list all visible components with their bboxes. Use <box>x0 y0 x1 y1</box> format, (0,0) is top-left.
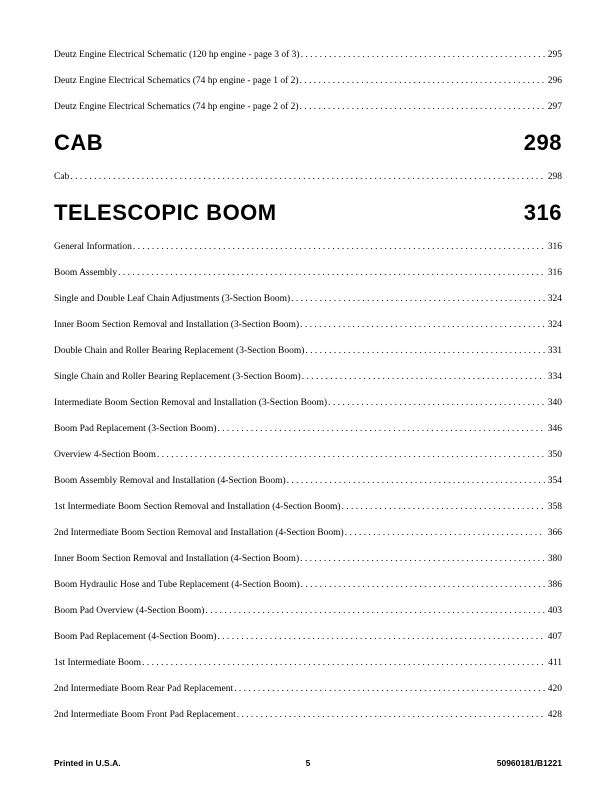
toc-entry <box>54 312 562 338</box>
dot-leader <box>300 546 545 572</box>
dot-leader <box>218 624 545 650</box>
section-page-number: 316 <box>523 200 562 225</box>
toc-entry <box>54 546 562 572</box>
toc-entry-page: 407 <box>547 632 562 642</box>
section-heading <box>54 200 562 226</box>
toc-entry <box>54 94 562 120</box>
toc-entry <box>54 676 562 702</box>
toc-entry <box>54 598 562 624</box>
section-title: TELESCOPIC BOOM <box>54 200 277 225</box>
toc-entry-label: 2nd Intermediate Boom Section Removal and Installation (4-Section Boom) <box>54 528 344 538</box>
dot-leader <box>301 42 545 68</box>
toc-entry-page: 350 <box>547 450 562 460</box>
toc-entry-label: Boom Pad Overview (4-Section Boom) <box>54 606 205 616</box>
toc-entry <box>54 702 562 728</box>
footer-printed-in: Printed in U.S.A. <box>54 758 121 768</box>
toc-entry-label: 1st Intermediate Boom <box>54 658 142 668</box>
footer-doc-number: 50960181/B1221 <box>496 758 562 768</box>
toc-entry-label: Boom Pad Replacement (4-Section Boom) <box>54 632 217 642</box>
toc-entry <box>54 390 562 416</box>
toc-entry-page: 296 <box>547 76 562 86</box>
dot-leader <box>287 468 545 494</box>
dot-leader <box>133 234 545 260</box>
toc-entry <box>54 68 562 94</box>
toc-entry-label: Deutz Engine Electrical Schematics (74 hp engine - page 1 of 2) <box>54 76 299 86</box>
dot-leader <box>205 598 544 624</box>
toc-entry-label: Boom Hydraulic Hose and Tube Replacement (4-Section Boom) <box>54 580 300 590</box>
toc-entry-label: Cab <box>54 172 70 182</box>
footer-page-number: 5 <box>305 758 311 768</box>
toc-entry-page: 386 <box>547 580 562 590</box>
toc-entry-page: 380 <box>547 554 562 564</box>
toc-entry-page: 340 <box>547 398 562 408</box>
toc-entry-label: Boom Assembly <box>54 268 118 278</box>
toc-entry-page: 428 <box>547 710 562 720</box>
toc-entry <box>54 234 562 260</box>
dot-leader <box>218 416 545 442</box>
toc-entry-page: 298 <box>547 172 562 182</box>
section-page-number: 298 <box>523 130 562 155</box>
toc-entry-page: 297 <box>547 102 562 112</box>
page-footer <box>54 758 562 768</box>
toc-entry <box>54 364 562 390</box>
toc-entry <box>54 164 562 190</box>
toc-entry-label: Inner Boom Section Removal and Installation (3-Section Boom) <box>54 320 300 330</box>
toc-entry-page: 346 <box>547 424 562 434</box>
toc-entry-label: 2nd Intermediate Boom Rear Pad Replacement <box>54 684 234 694</box>
dot-leader <box>291 286 545 312</box>
section-title: CAB <box>54 130 104 155</box>
toc-entry-label: Double Chain and Roller Bearing Replacement (3-Section Boom) <box>54 346 305 356</box>
toc-entry <box>54 494 562 520</box>
toc-entry-label: Boom Pad Replacement (3-Section Boom) <box>54 424 217 434</box>
toc-entry-label: Boom Assembly Removal and Installation (4-Section Boom) <box>54 476 286 486</box>
dot-leader <box>142 650 545 676</box>
toc-entry <box>54 442 562 468</box>
toc-entry-page: 334 <box>547 372 562 382</box>
toc-entry-label: Deutz Engine Electrical Schematics (74 hp engine - page 2 of 2) <box>54 102 299 112</box>
toc-entry-label: Single Chain and Roller Bearing Replacement (3-Section Boom) <box>54 372 301 382</box>
dot-leader <box>302 364 545 390</box>
toc-entry-page: 358 <box>547 502 562 512</box>
dot-leader <box>237 702 545 728</box>
dot-leader <box>118 260 545 286</box>
toc-entry-label: Deutz Engine Electrical Schematic (120 hp engine - page 3 of 3) <box>54 50 300 60</box>
toc-entry <box>54 650 562 676</box>
toc-entry-page: 331 <box>547 346 562 356</box>
dot-leader <box>328 390 545 416</box>
dot-leader <box>234 676 545 702</box>
toc-entry-label: 1st Intermediate Boom Section Removal and Installation (4-Section Boom) <box>54 502 341 512</box>
toc-entry-label: Overview 4-Section Boom <box>54 450 156 460</box>
dot-leader <box>300 94 545 120</box>
toc-entry <box>54 468 562 494</box>
toc-entry <box>54 286 562 312</box>
toc-entry-page: 295 <box>547 50 562 60</box>
toc-entry-page: 324 <box>547 320 562 330</box>
toc-entry <box>54 416 562 442</box>
toc-content <box>54 42 562 728</box>
dot-leader <box>300 68 545 94</box>
toc-entry-page: 420 <box>547 684 562 694</box>
toc-entry-label: Inner Boom Section Removal and Installation (4-Section Boom) <box>54 554 300 564</box>
toc-entry <box>54 520 562 546</box>
dot-leader <box>345 520 545 546</box>
toc-entry-page: 366 <box>547 528 562 538</box>
toc-entry-page: 354 <box>547 476 562 486</box>
toc-entry <box>54 42 562 68</box>
dot-leader <box>70 164 544 190</box>
dot-leader <box>301 572 545 598</box>
toc-entry-page: 316 <box>547 268 562 278</box>
toc-entry <box>54 260 562 286</box>
toc-entry-label: General Information <box>54 242 132 252</box>
toc-entry-page: 403 <box>547 606 562 616</box>
dot-leader <box>342 494 545 520</box>
toc-entry <box>54 572 562 598</box>
toc-entry <box>54 624 562 650</box>
dot-leader <box>305 338 544 364</box>
toc-entry-label: Intermediate Boom Section Removal and Installation (3-Section Boom) <box>54 398 328 408</box>
section-heading <box>54 130 562 156</box>
toc-entry <box>54 338 562 364</box>
toc-entry-label: 2nd Intermediate Boom Front Pad Replacement <box>54 710 236 720</box>
dot-leader <box>157 442 545 468</box>
dot-leader <box>300 312 545 338</box>
toc-entry-page: 411 <box>548 658 562 668</box>
toc-entry-page: 324 <box>547 294 562 304</box>
toc-entry-label: Single and Double Leaf Chain Adjustments (3-Section Boom) <box>54 294 291 304</box>
toc-entry-page: 316 <box>547 242 562 252</box>
